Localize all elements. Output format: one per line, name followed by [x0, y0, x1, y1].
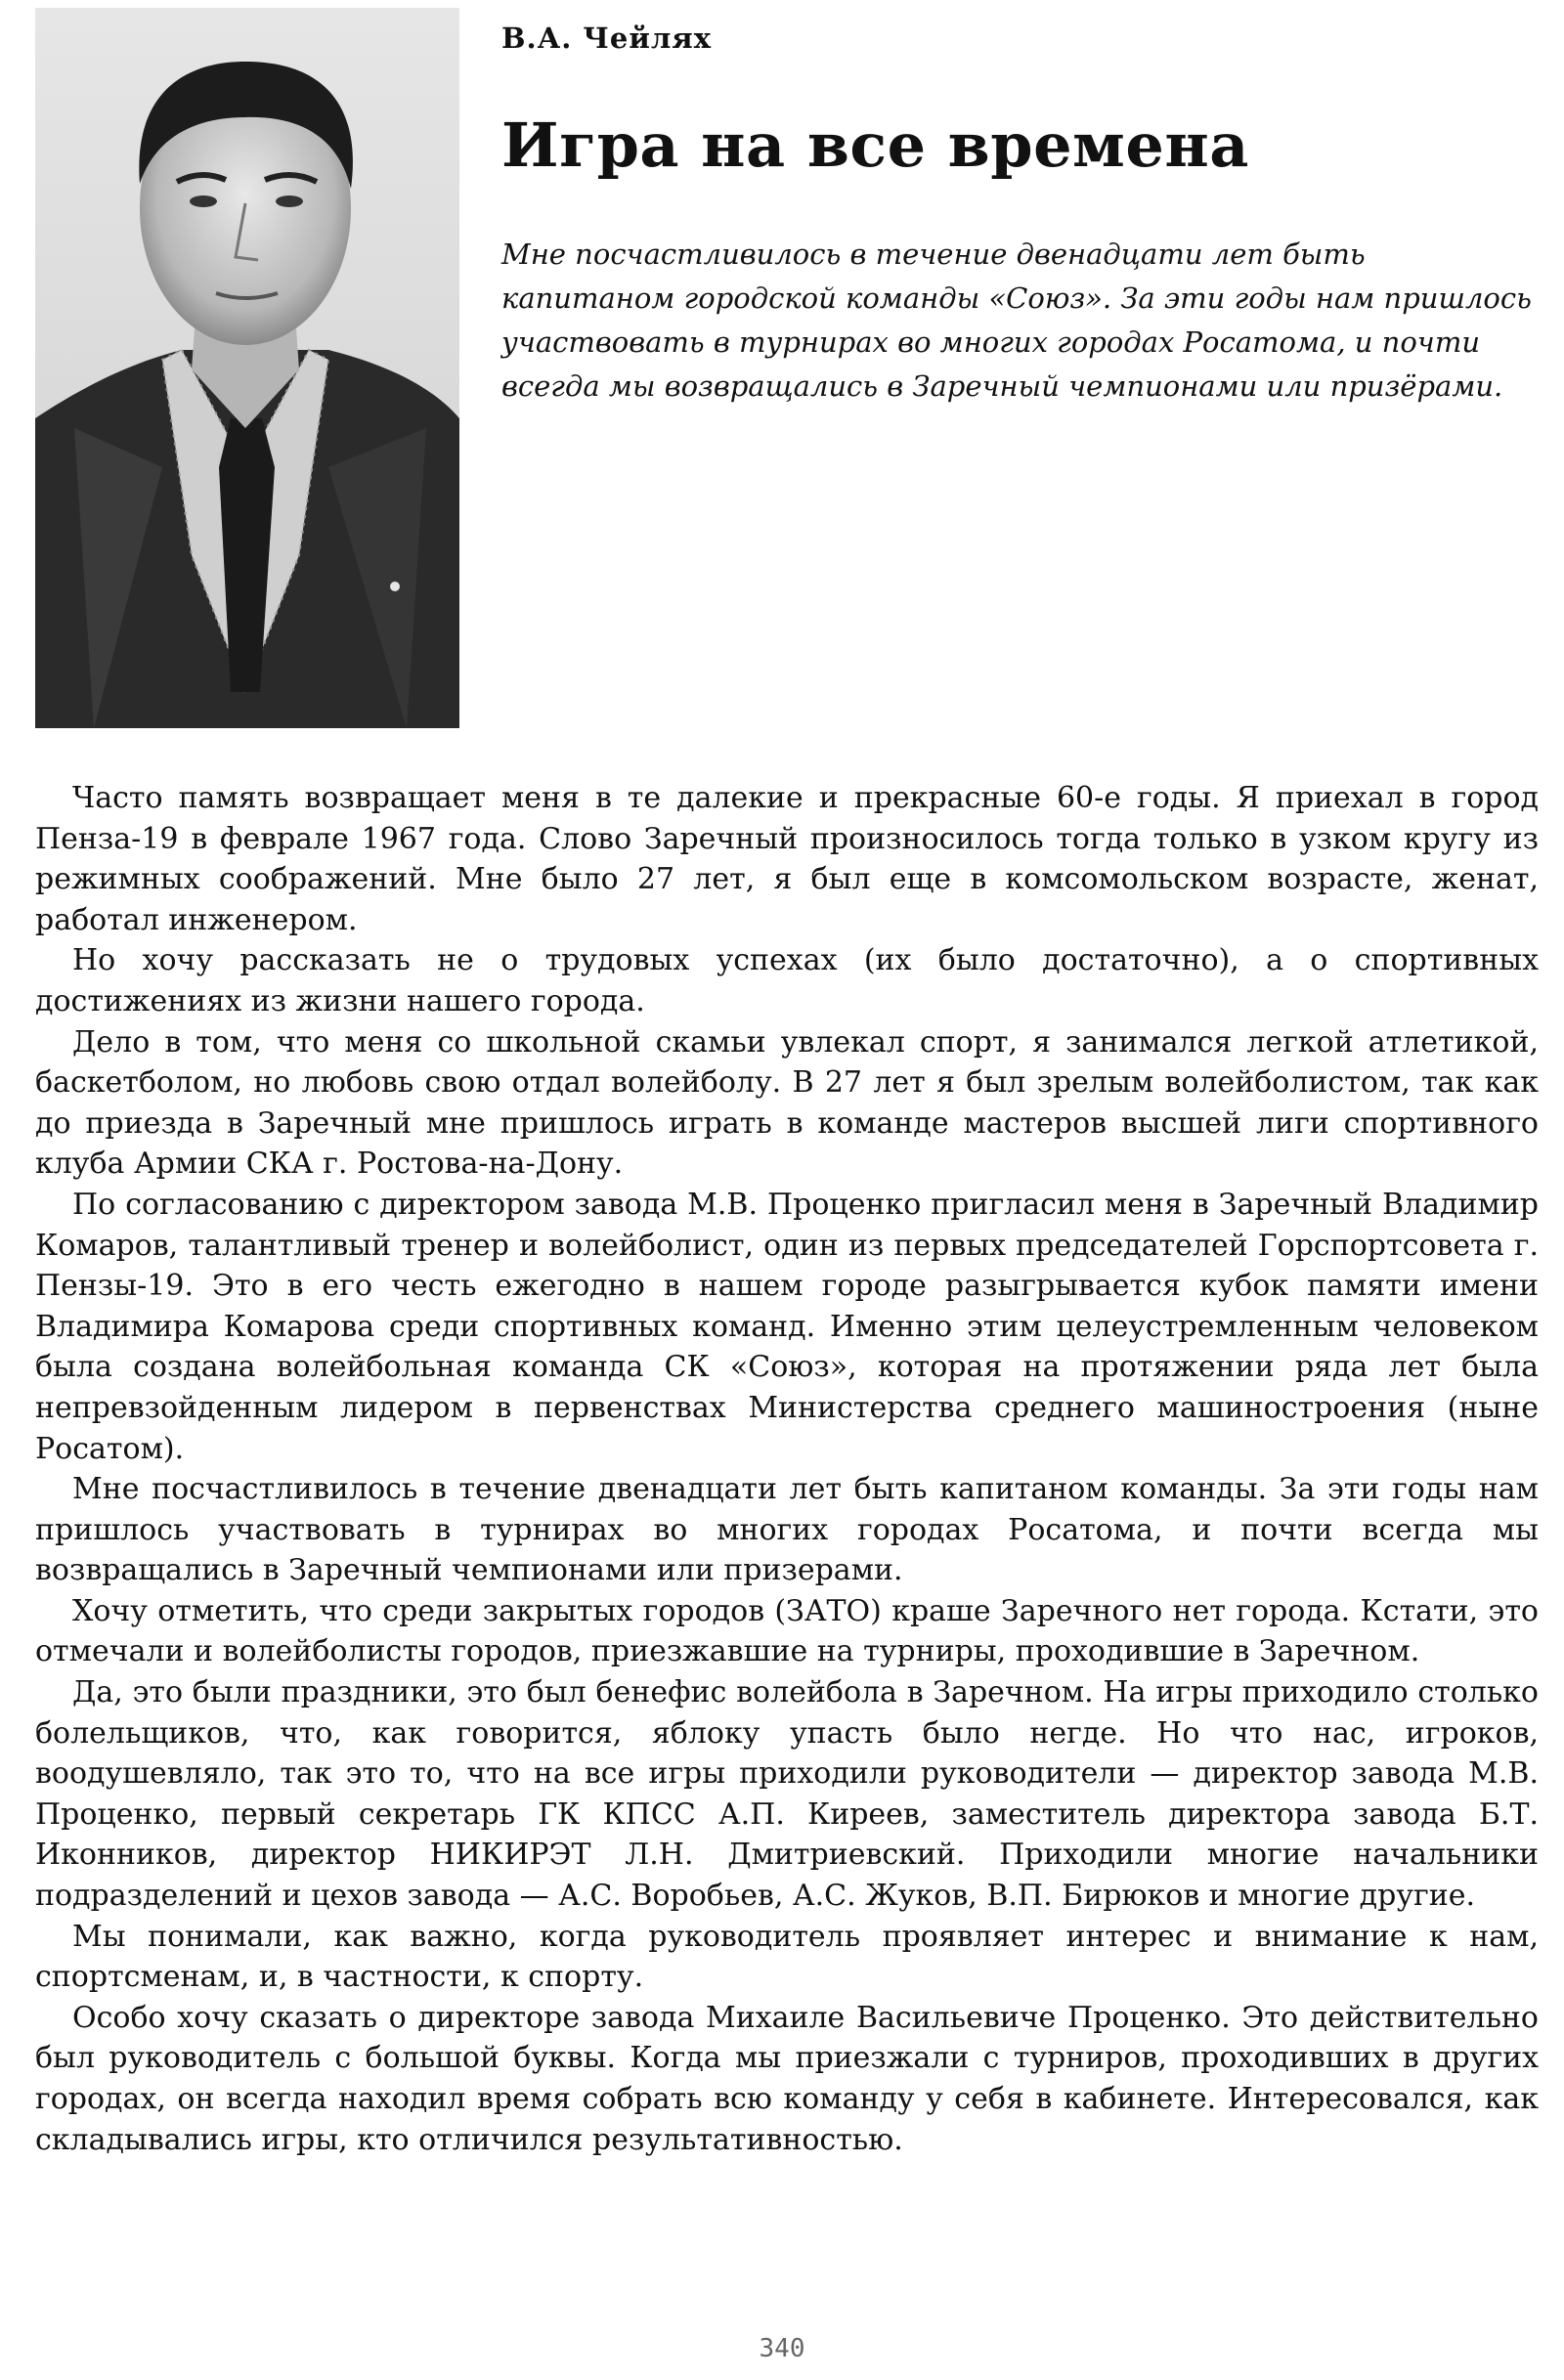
body-paragraph: Да, это были праздники, это был бенефис волейбола в Заречном. На игры приходило столько болельщиков, что, как говорится, яблоку упасть было негде. Но что нас, игроков, воодушевляло, так это то, что на все игры приходили руководители — директор завода М.В. Проценко, первый секретарь ГК КПСС А.П. Киреев, заместитель директора завода Б.Т. Иконников, директор НИКИРЭТ Л.Н. Дмитриевский. Приходили многие начальники подразделений и цехов завода — А.С. Воробьев, А.С. Жуков, В.П. Бирюков и многие другие.: [35, 1675, 1539, 1914]
article-lead: Мне посчастливилось в течение двенадцати лет быть капитаном городской команды «Союз». За эти годы нам пришлось участвовать в турнирах во многих городах Росатома, и почти всегда мы возвращались в Заречный чемпионами или призёрами.: [501, 238, 1532, 403]
body-paragraph: Часто память возвращает меня в те далекие и прекрасные 60-е годы. Я приехал в город Пенза-19 в феврале 1967 года. Слово Заречный произносилось тогда только в узком кругу из режимных соображений. Мне было 27 лет, я был еще в комсомольском возрасте, женат, работал инженером.: [35, 781, 1539, 937]
body-paragraph: Хочу отметить, что среди закрытых городов (ЗАТО) краше Заречного нет города. Кстати, это отмечали и волейболисты городов, приезжавшие на турниры, проходившие в Заречном.: [35, 1593, 1539, 1669]
body-paragraph: Но хочу рассказать не о трудовых успехах (их было достаточно), а о спортивных достижениях из жизни нашего города.: [35, 943, 1539, 1018]
author-name: В.А. Чейлях: [501, 22, 713, 55]
portrait-photo-icon: [35, 8, 459, 728]
body-paragraph: По согласованию с директором завода М.В. Проценко пригласил меня в Заречный Владимир Комаров, талантливый тренер и волейболист, один из первых председателей Горспортсовета г. Пензы-19. Это в его честь ежегодно в нашем городе разыгрывается кубок памяти имени Владимира Комарова среди спортивных команд. Именно этим целеустремленным человеком была создана волейбольная команда СК «Союз», которая на протяжении ряда лет была непревзойденным лидером в первенствах Министерства среднего машиностроения (ныне Росатом).: [35, 1187, 1539, 1466]
article-body: [35, 778, 1539, 2160]
body-paragraph: Особо хочу сказать о директоре завода Михаиле Васильевиче Проценко. Это действительно был руководитель с большой буквы. Когда мы приезжали с турниров, проходивших в других городах, он всегда находил время собрать всю команду у себя в кабинете. Интересовался, как складывались игры, кто отличился результативностью.: [35, 2000, 1539, 2157]
author-portrait-photo: [35, 8, 459, 728]
body-paragraph: Мы понимали, как важно, когда руководитель проявляет интерес и внимание к нам, спортсменам, и, в частности, к спорту.: [35, 1919, 1539, 1995]
body-paragraph: Мне посчастливилось в течение двенадцати лет быть капитаном команды. За эти годы нам пришлось участвовать в турнирах во многих городах Росатома, и почти всегда мы возвращались в Заречный чемпионами или призерами.: [35, 1472, 1539, 1588]
page-number: 340: [759, 2334, 805, 2363]
body-paragraph: Дело в том, что меня со школьной скамьи увлекал спорт, я занимался легкой атлетикой, баскетболом, но любовь свою отдал волейболу. В 27 лет я был зрелым волейболистом, так как до приезда в Заречный мне пришлось играть в команде мастеров высшей лиги спортивного клуба Армии СКА г. Ростова-на-Дону.: [35, 1024, 1539, 1182]
article-title: Игра на все времена: [501, 109, 1249, 181]
